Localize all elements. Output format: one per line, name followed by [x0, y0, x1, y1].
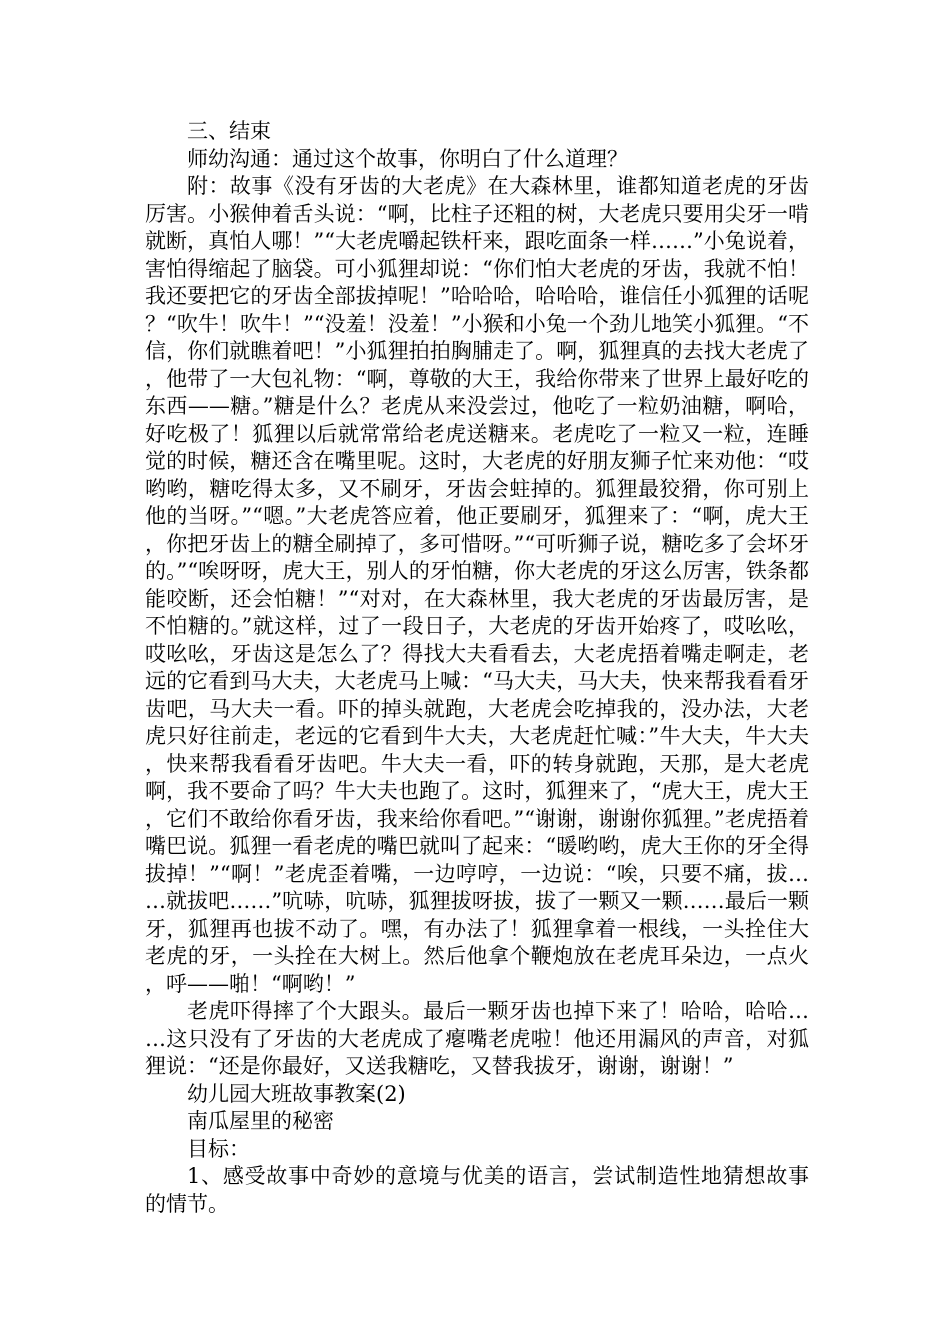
story-title: 南瓜屋里的秘密	[187, 1109, 334, 1133]
objective-item: 1、感受故事中奇妙的意境与优美的语言，尝试制造性地猜想故事的情节。	[145, 1164, 809, 1216]
document-body	[145, 118, 809, 1218]
lesson-plan-title: 幼儿园大班故事教案(2)	[187, 1081, 406, 1106]
paragraph-story-main: 附：故事《没有牙齿的大老虎》在大森林里，谁都知道老虎的牙齿厉害。小猴伸着舌头说：“啊，比柱子还粗的树，大老虎只要用尖牙一啃就断，真怕人哪！”“大老虎嚼起铁杆来，跟吃面条一样……”小兔说着，害怕得缩起了脑袋。可小狐狸却说：“你们怕大老虎的牙齿，我就不怕！我还要把它的牙齿全部拔掉呢！”哈哈哈，哈哈哈，谁信任小狐狸的话呢？“吹牛！吹牛！”“没羞！没羞！”小猴和小兔一个劲儿地笑小狐狸。“不信，你们就瞧着吧！”小狐狸拍拍胸脯走了。啊，狐狸真的去找大老虎了，他带了一大包礼物：“啊，尊敬的大王，我给你带来了世界上最好吃的东西——糖。”糖是什么？老虎从来没尝过，他吃了一粒奶油糖，啊哈，好吃极了！狐狸以后就常常给老虎送糖来。老虎吃了一粒又一粒，连睡觉的时候，糖还含在嘴里呢。这时，大老虎的好朋友狮子忙来劝他：“哎哟哟，糖吃得太多，又不刷牙，牙齿会蛀掉的。狐狸最狡猾，你可别上他的当呀。”“嗯。”大老虎答应着，他正要刷牙，狐狸来了：“啊，虎大王，你把牙齿上的糖全刷掉了，多可惜呀。”“可听狮子说，糖吃多了会坏牙的。”“唉呀呀，虎大王，别人的牙怕糖，你大老虎的牙这么厉害，铁条都能咬断，还会怕糖！”“对对，在大森林里，我大老虎的牙齿最厉害，是不怕糖的。”就这样，过了一段日子，大老虎的牙齿开始疼了，哎吆吆，哎吆吆，牙齿这是怎么了？得找大夫看看去，大老虎捂着嘴走啊走，老远的它看到马大夫，大老虎马上喊：“马大夫，马大夫，快来帮我看看牙齿吧，马大夫一看。吓的掉头就跑，大老虎会吃掉我的，没办法，大老虎只好往前走，老远的它看到牛大夫，大老虎赶忙喊：”牛大夫，牛大夫，快来帮我看看牙齿吧。牛大夫一看，吓的转身就跑，天那，是大老虎啊，我不要命了吗？牛大夫也跑了。这时，狐狸来了，“虎大王，虎大王，它们不敢给你看牙齿，我来给你看吧。”“谢谢，谢谢你狐狸。”老虎捂着嘴巴说。狐狸一看老虎的嘴巴就叫了起来：“暖哟哟，虎大王你的牙全得拔掉！”“啊！”老虎歪着嘴，一边哼哼，一边说：“唉，只要不痛，拔……就拔吧……”吭哧，吭哧，狐狸拔呀拔，拔了一颗又一颗……最后一颗牙，狐狸再也拔不动了。嘿，有办法了！狐狸拿着一根线，一头拴住大老虎的牙，一头拴在大树上。然后他拿个鞭炮放在老虎耳朵边，一点火，呼——啪！“啊哟！”	[145, 174, 809, 996]
section-heading-conclusion: 三、结束	[187, 119, 271, 143]
paragraph-discussion-question: 师幼沟通：通过这个故事，你明白了什么道理？	[187, 146, 628, 171]
paragraph-story-ending: 老虎吓得摔了个大跟头。最后一颗牙齿也掉下来了！哈哈，哈哈……这只没有了牙齿的大老虎成了瘪嘴老虎啦！他还用漏风的声音，对狐狸说：“还是你最好，又送我糖吃，又替我拔牙，谢谢，谢谢！”	[145, 999, 809, 1078]
objectives-heading: 目标：	[187, 1136, 250, 1161]
